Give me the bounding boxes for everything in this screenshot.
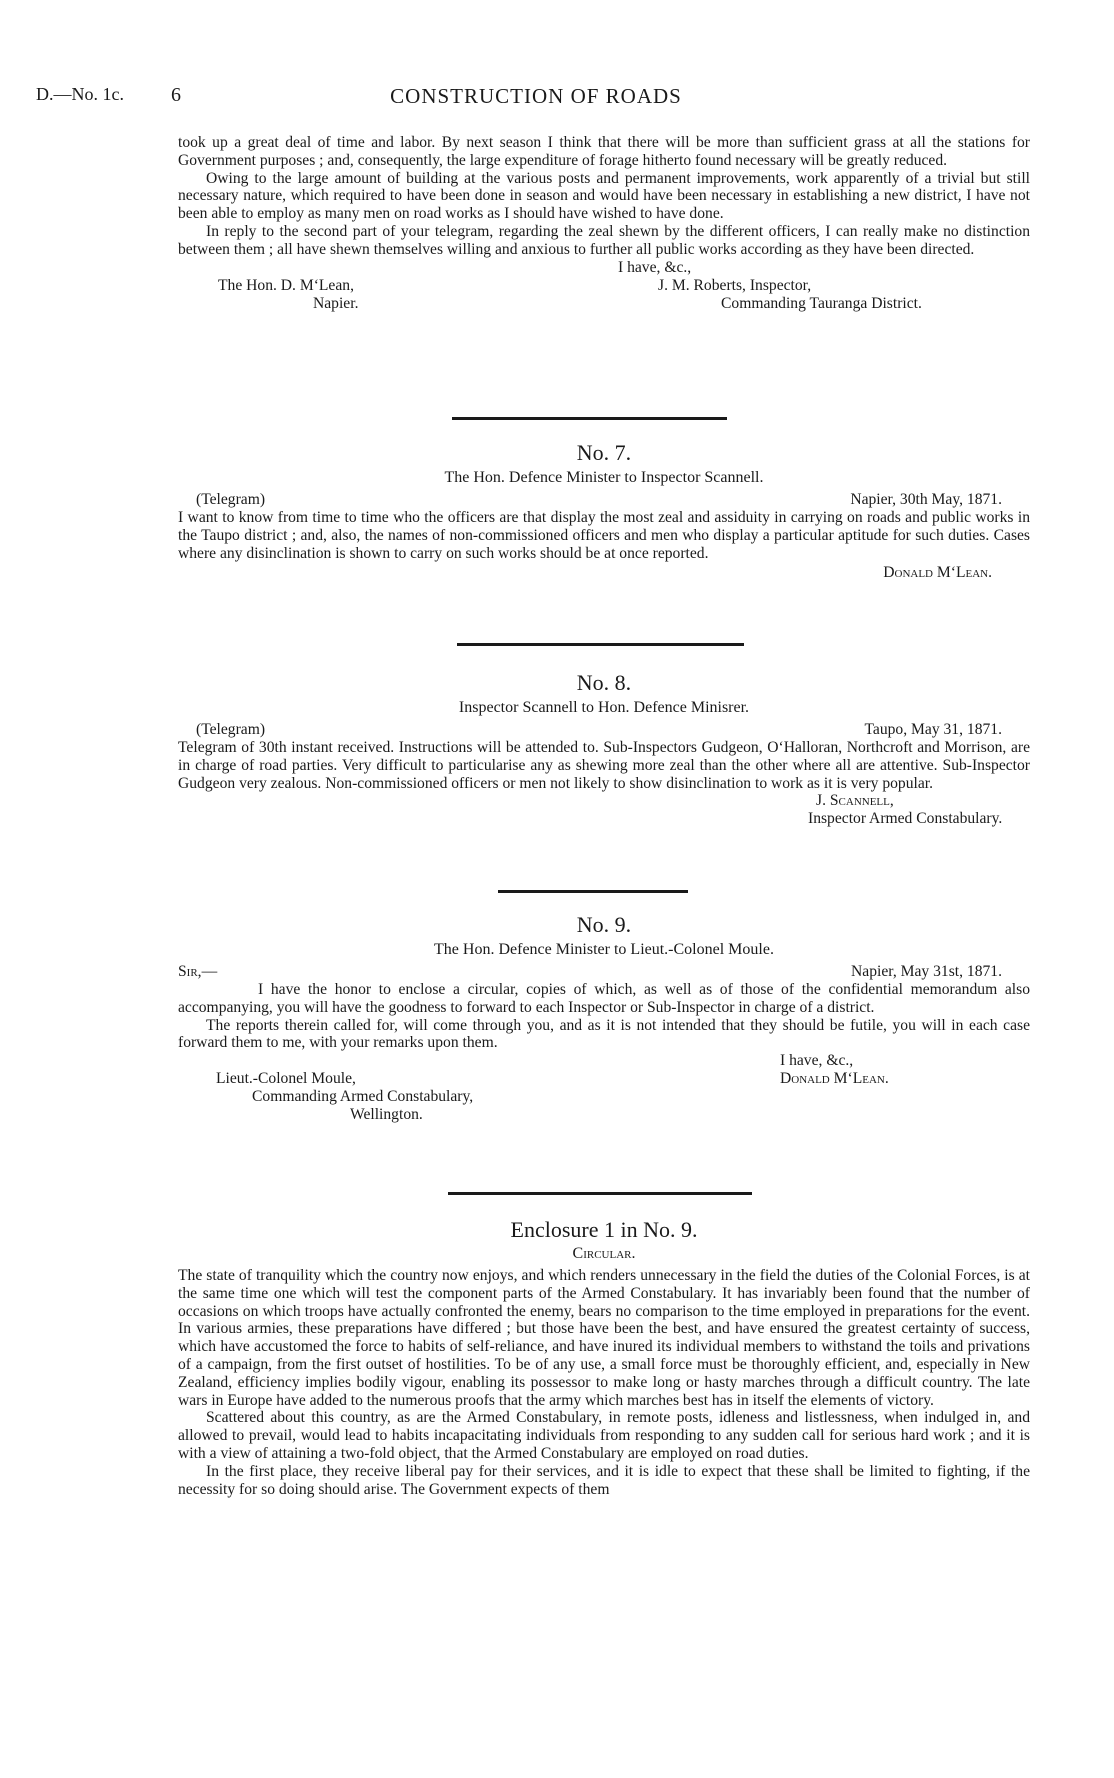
enclosure-1 (178, 1217, 1030, 1498)
section-subheading: Circular. (572, 1245, 636, 1262)
paragraph: I want to know from time to time who the officers are that display the most zeal and assiduity in carrying on roads and public works in the Taupo district ; and, also, the names of non-commissioned officers and men who display a particular aptitude for such duties. Cases where any disinclination is shown to carry on such works should be at once reported. (178, 509, 1030, 562)
signature-row (178, 810, 1030, 828)
salutation-row (178, 963, 1030, 981)
parliamentary-paper-ref: D.—No. 1c. (36, 84, 124, 104)
letter-no-9 (178, 912, 1030, 1124)
section-subheading: The Hon. Defence Minister to Inspector Scannell. (444, 469, 764, 486)
previous-letter-continuation (178, 134, 1030, 313)
paragraph: took up a great deal of time and labor. By next season I think that there will be more than sufficient grass at all the stations for Government purposes ; and, consequently, the large expenditure of forage hitherto found necessary will be greatly reduced. (178, 134, 1030, 169)
signature-row (178, 792, 1030, 810)
place-date: Taupo, May 31, 1871. (864, 721, 1002, 738)
addressee: Lieut.-Colonel Moule, (216, 1070, 356, 1088)
salutation: Sir,— (178, 963, 218, 980)
section-subheading: The Hon. Defence Minister to Lieut.-Colonel Moule. (434, 941, 774, 958)
address-signature-row (178, 1070, 1030, 1088)
section-divider (452, 417, 727, 420)
closing-row (178, 1052, 1030, 1070)
section-heading: No. 9. (576, 912, 632, 937)
paragraph: Owing to the large amount of building at the various posts and permanent improvements, work apparently of a trivial but still necessary nature, which required to have been done in season and would have been necessary in establishing a new district, I have not been able to employ as many men on road works as I should have wished to have done. (178, 169, 1030, 223)
addressee-place: Wellington. (350, 1106, 423, 1124)
paragraph: The reports therein called for, will come through you, and as it is not intended that they should be futile, you will in each case forward them to me, with your remarks upon them. (178, 1016, 1030, 1052)
section-divider (448, 1192, 752, 1195)
addressee: The Hon. D. M‘Lean, (218, 276, 354, 294)
section-heading: Enclosure 1 in No. 9. (510, 1217, 698, 1242)
section-heading: No. 8. (576, 670, 632, 695)
message-type: (Telegram) (196, 491, 266, 508)
address-signature-row (178, 295, 1030, 313)
signer-title: Commanding Tauranga District. (721, 294, 922, 312)
signature: Donald M‘Lean. (780, 1070, 889, 1088)
section-subheading: Inspector Scannell to Hon. Defence Minisrer. (458, 699, 750, 716)
page-header (36, 84, 1036, 114)
signer-title: Inspector Armed Constabulary. (808, 810, 1003, 828)
signer: J. M. Roberts, Inspector, (658, 276, 812, 294)
place-date: Napier, May 31st, 1871. (851, 963, 1002, 980)
addressee-title: Commanding Armed Constabulary, (252, 1088, 474, 1106)
paragraph: In reply to the second part of your telegram, regarding the zeal shewn by the different officers, I can really make no distinction between them ; all have shewn themselves willing and anxious to further all public works according as they have been directed. (178, 222, 1030, 258)
letter-no-8 (178, 670, 1030, 828)
addressee-place: Napier. (313, 294, 359, 312)
paragraph: Scattered about this country, as are the Armed Constabulary, in remote posts, idleness and listlessness, when indulged in, and allowed to prevail, would lead to habits incapacitating individuals from responding to any sudden call for serious hard work ; and it is with a view of attaining a two-fold object, that the Armed Constabulary are employed on road duties. (178, 1409, 1030, 1462)
letter-no-7 (178, 440, 1030, 582)
paragraph: In the first place, they receive liberal pay for their services, and it is idle to expect that these shall be limited to fighting, if the necessity for so doing should arise. The Government expects of them (178, 1462, 1030, 1498)
address-signature-row (178, 277, 1030, 295)
section-divider (457, 643, 744, 646)
address-row (178, 1088, 1030, 1106)
message-type: (Telegram) (196, 721, 266, 738)
paragraph: I have the honor to enclose a circular, copies of which, as well as of those of the confidential memorandum also accompanying, you will have the goodness to forward to each Inspector or Sub-Inspector in charge of a district. (178, 981, 1030, 1016)
signature: Donald M‘Lean. (883, 564, 992, 582)
closing-row (178, 259, 1030, 277)
telegram-row (178, 721, 1030, 739)
paragraph: Telegram of 30th instant received. Instructions will be attended to. Sub-Inspectors Gudgeon, O‘Halloran, Northcroft and Morrison, are in charge of road parties. Very difficult to particularise any as shewing more zeal than the other where all are attentive. Sub-Inspector Gudgeon very zealous. Non-commissioned officers or men not likely to show disinclination to work as it is very popular. (178, 739, 1030, 792)
section-divider (498, 890, 688, 893)
signer: J. Scannell, (816, 792, 894, 810)
page-number: 6 (171, 84, 181, 106)
section-heading: No. 7. (576, 440, 632, 465)
closing: I have, &c., (618, 258, 692, 276)
telegram-row (178, 491, 1030, 509)
address-row (178, 1106, 1030, 1124)
page-title: CONSTRUCTION OF ROADS (390, 84, 682, 108)
paragraph: The state of tranquility which the country now enjoys, and which renders unnecessary in the field the duties of the Colonial Forces, is at the same time one which will test the component parts of the Armed Constabulary. It has invariably been found that the number of occasions on which troops have actually confronted the enemy, bears no comparison to the time employed in preparations for the event. In various armies, these preparations have differed ; but those have been the best, and have ensured the greatest certainty of success, which have accustomed the force to habits of self-reliance, and have inured its individual members to withstand the toils and privations of a campaign, from the first outset of hostilities. To be of any use, a small force must be thoroughly efficient, and, especially in New Zealand, efficiency implies bodily vigour, enabling its possessor to make long or hasty marches through a difficult country. The late wars in Europe have added to the numerous proofs that the army which marches best has in itself the elements of victory. (178, 1267, 1030, 1409)
place-date: Napier, 30th May, 1871. (850, 491, 1002, 508)
signature-row (178, 564, 1030, 582)
closing: I have, &c., (780, 1052, 854, 1070)
